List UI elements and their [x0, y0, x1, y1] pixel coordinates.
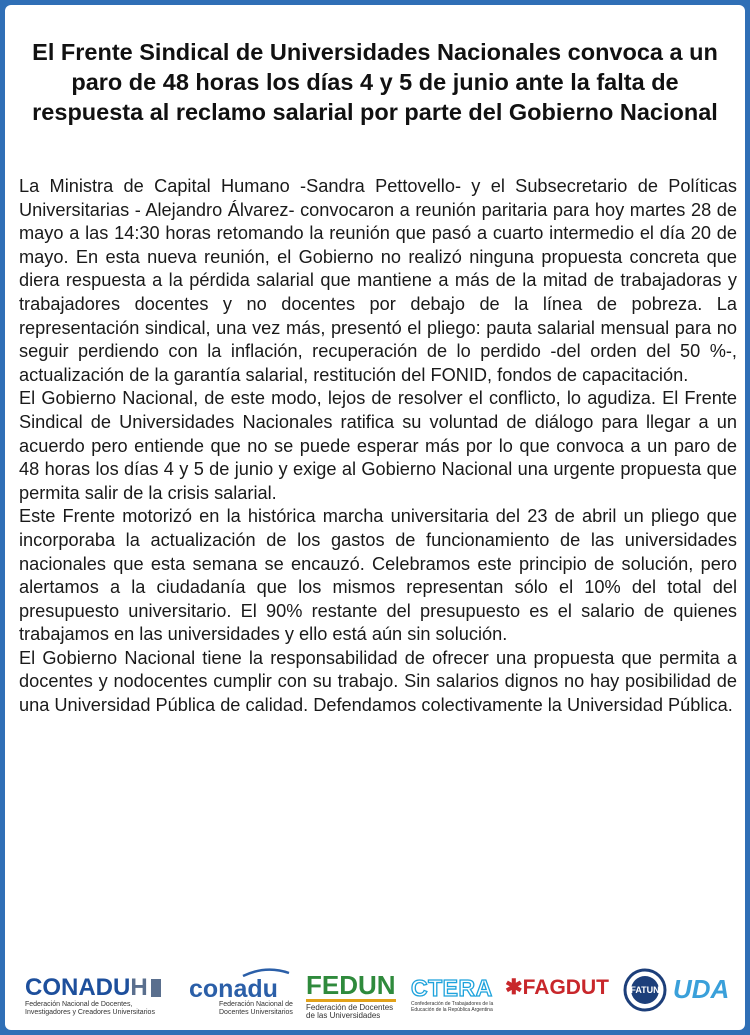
- conaduh-logo: [25, 975, 183, 1017]
- uda-logo-name: UDA: [673, 974, 730, 1004]
- paragraph-1: La Ministra de Capital Humano -Sandra Pettovello- y el Subsecretario de Políticas Universitarias - Alejandro Álvarez- convocaron a reunión paritaria para hoy martes 28 de mayo a las 14:30 horas retomando la reunión que pasó a cuarto intermedio el día 20 de mayo. En esta nueva reunión, el Gobierno no realizó ninguna propuesta concreta que diera respuesta a la pérdida salarial que mantiene a más de la mitad de trabajadoras y trabajadores docentes y no docentes por debajo de la línea de pobreza. La representación sindical, una vez más, presentó el pliego: pauta salarial mensual para no seguir perdiendo con la inflación, recuperación de lo perdido -del orden del 50 %-, actualización de la garantía salarial, restitución del FONID, fondos de capacitación.: [19, 176, 737, 385]
- conaduh-logo-subtitle-2: Investigadores y Creadores Universitarios: [25, 1009, 155, 1016]
- ctera-logo: [411, 975, 501, 1013]
- fagdut-logo: [505, 975, 615, 1001]
- union-logos-row: [19, 963, 735, 1023]
- article-body: [19, 175, 737, 718]
- conadu-logo-name: conadu: [189, 975, 278, 1003]
- conadu-logo-subtitle-1: Federación Nacional de: [219, 1001, 293, 1008]
- fatun-logo-name: FATUN: [630, 985, 660, 995]
- document-card: [5, 5, 745, 1030]
- conaduh-logo-mark: H: [130, 974, 148, 1001]
- fedun-logo-subtitle-1: Federación de Docentes: [306, 1003, 394, 1012]
- paragraph-2: El Gobierno Nacional, de este modo, lejos de resolver el conflicto, lo agudiza. El Frente Sindical de Universidades Nacionales ratifica su voluntad de diálogo para llegar a un acuerdo pero entiende que no se puede esperar más por lo que convoca a un paro de 48 horas los días 4 y 5 de junio y exige al Gobierno Nacional una urgente propuesta que permita salir de la crisis salarial.: [19, 388, 737, 503]
- conaduh-logo-name: CONADU: [25, 974, 131, 1001]
- paragraph-4: El Gobierno Nacional tiene la responsabilidad de ofrecer una propuesta que permita a docentes y nodocentes cumplir con su trabajo. Sin salarios dignos no hay posibilidad de una Universidad Pública de calidad. Defendamos colectivamente la Universidad Pública.: [19, 647, 737, 716]
- fedun-logo-name: FEDUN: [306, 970, 396, 1000]
- headline: El Frente Sindical de Universidades Nacionales convoca a un paro de 48 horas los días 4 y 5 de junio ante la falta de respuesta al reclamo salarial por parte del Gobierno Nacional: [32, 39, 718, 125]
- conadu-logo-subtitle-2: Docentes Universitarios: [219, 1009, 293, 1016]
- ctera-logo-subtitle-2: Educación de la República Argentina: [411, 1007, 493, 1013]
- fedun-logo: [306, 971, 406, 1020]
- ctera-logo-name: CTERA: [411, 975, 493, 1001]
- ctera-logo-subtitle-1: Confederación de Trabajadores de la: [411, 1001, 494, 1007]
- fagdut-logo-name: FAGDUT: [522, 976, 609, 999]
- conaduh-logo-subtitle-1: Federación Nacional de Docentes,: [25, 1001, 133, 1008]
- fagdut-asterisk-icon: ✱: [505, 976, 523, 999]
- fatun-logo: [623, 968, 667, 1012]
- fedun-logo-subtitle-2: de las Universidades: [306, 1011, 381, 1020]
- conadu-logo: [189, 965, 297, 1017]
- paragraph-3: Este Frente motorizó en la histórica marcha universitaria del 23 de abril un pliego que incorporaba la actualización de los gastos de funcionamiento de las universidades nacionales que esta semana se encauzó. Celebramos este principio de solución, pero alertamos a la ciudadanía que los mismos representan sólo el 10% del total del presupuesto universitario. El 90% restante del presupuesto es el salario de quienes trabajamos en las universidades y ello está aún sin solución.: [19, 506, 737, 645]
- uda-logo: [673, 975, 733, 1003]
